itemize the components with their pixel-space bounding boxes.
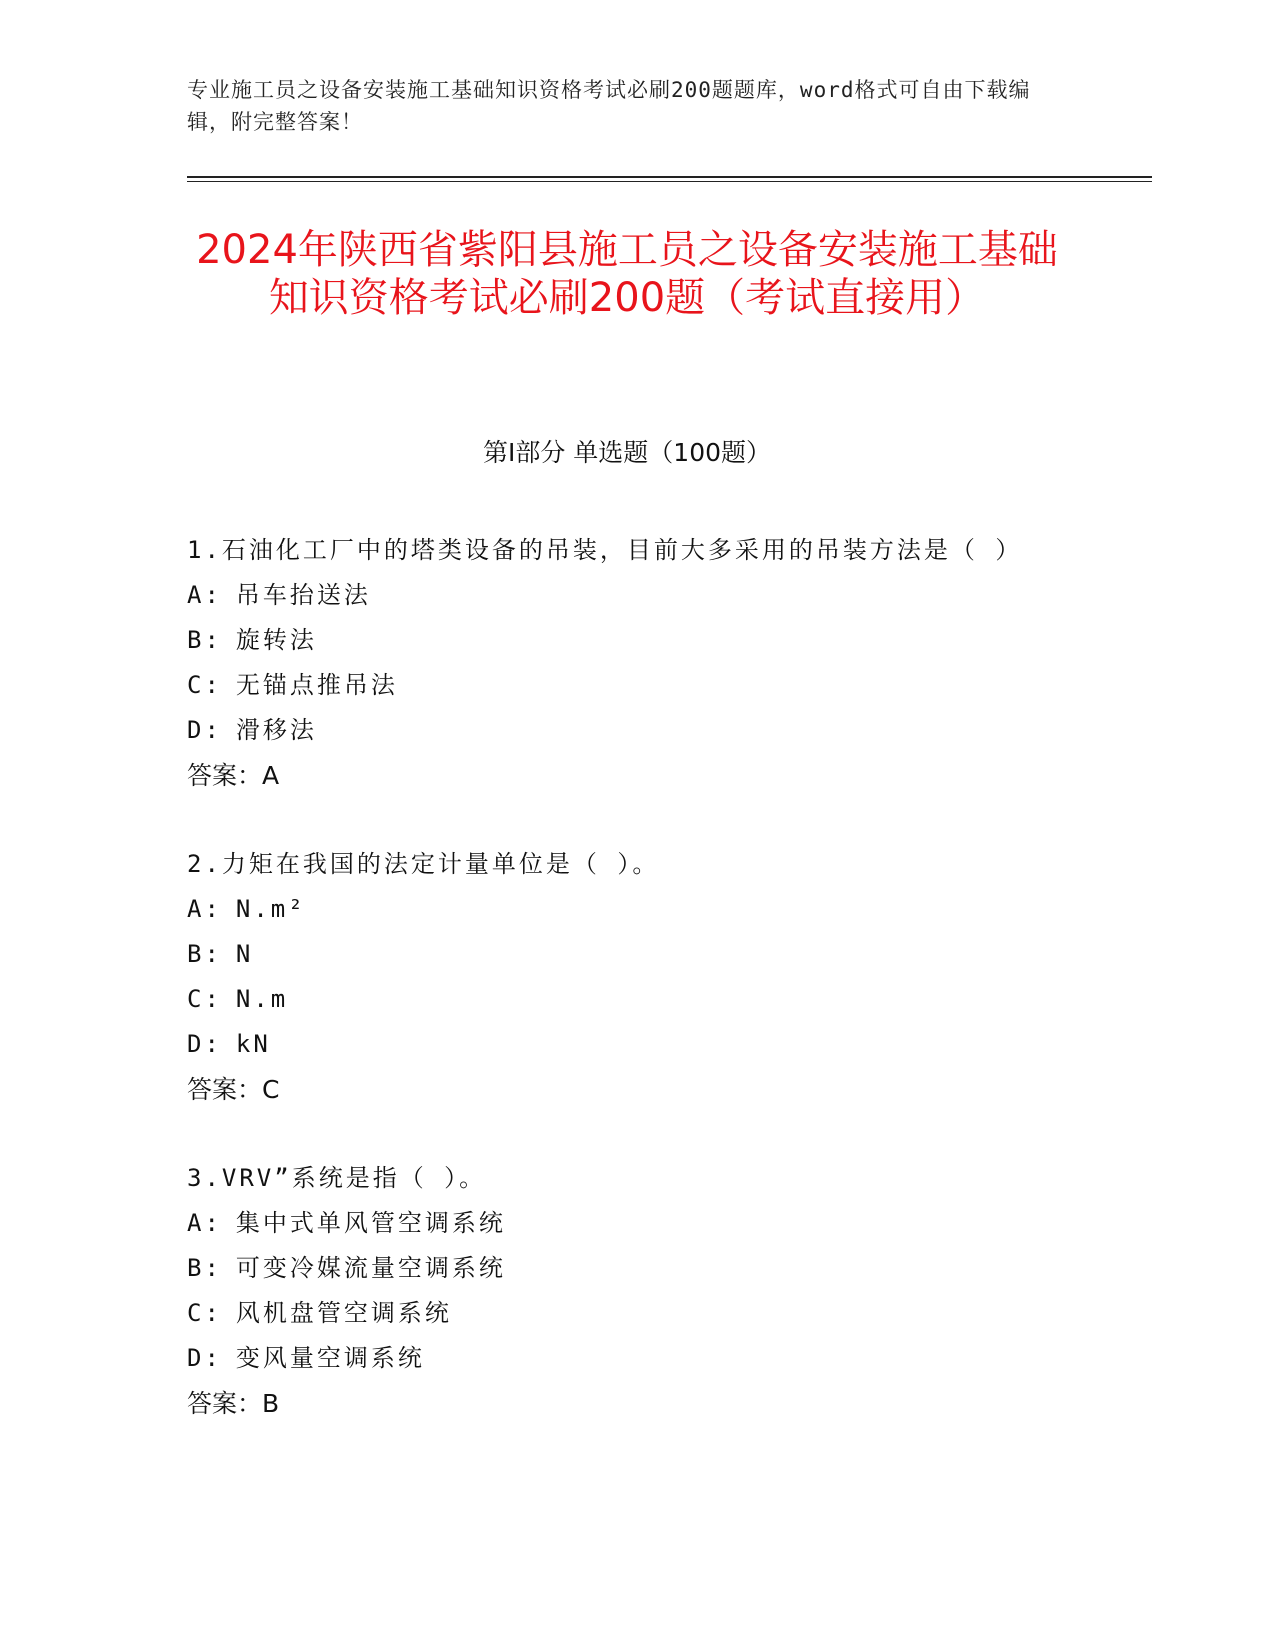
option-a [187,1201,1087,1246]
question-list [187,528,1087,1470]
option-letter: A: [187,581,222,609]
option-letter: D: [187,1344,222,1372]
option-d [187,1022,1087,1067]
question-stem: 2.力矩在我国的法定计量单位是（ ）。 [187,850,660,878]
option-c [187,663,1087,708]
option-c [187,977,1087,1022]
option-text: 无锚点推吊法 [235,671,398,699]
option-letter: C: [187,671,222,699]
answer-line: 答案：A [187,761,280,790]
option-text: 集中式单风管空调系统 [235,1209,506,1237]
option-b [187,932,1087,977]
question-1 [187,528,1087,798]
question-3 [187,1156,1087,1426]
option-text: kN [235,1030,271,1058]
option-text: N.m [235,985,289,1013]
option-a [187,573,1087,618]
option-letter: A: [187,1209,222,1237]
option-b [187,1246,1087,1291]
option-d [187,708,1087,753]
option-text: 风机盘管空调系统 [235,1299,452,1327]
option-text: 旋转法 [235,626,317,654]
option-letter: B: [187,626,222,654]
header-note: 专业施工员之设备安装施工基础知识资格考试必刷200题题库，word格式可自由下载编辑，附完整答案！ [187,78,1031,134]
option-text: N [235,940,254,968]
question-2 [187,842,1087,1112]
option-letter: C: [187,985,222,1013]
answer-line: 答案：C [187,1075,280,1104]
document-title: 2024年陕西省紫阳县施工员之设备安装施工基础知识资格考试必刷200题（考试直接用） [196,227,1058,321]
option-text: 变风量空调系统 [235,1344,425,1372]
option-letter: D: [187,716,222,744]
answer-line: 答案：B [187,1389,280,1418]
option-text: 吊车抬送法 [235,581,371,609]
option-letter: D: [187,1030,222,1058]
option-b [187,618,1087,663]
header-divider-thick [187,176,1152,178]
option-letter: A: [187,895,222,923]
option-text: 滑移法 [235,716,317,744]
option-letter: B: [187,1254,222,1282]
option-a [187,887,1087,932]
option-text: N.m² [235,895,306,923]
option-c [187,1291,1087,1336]
question-stem: 3.VRV”系统是指（ ）。 [187,1164,487,1192]
header-divider-thin [187,181,1152,182]
option-d [187,1336,1087,1381]
section-heading: 第I部分 单选题（100题） [482,438,772,467]
option-letter: B: [187,940,222,968]
option-text: 可变冷媒流量空调系统 [235,1254,506,1282]
question-stem: 1.石油化工厂中的塔类设备的吊装，目前大多采用的吊装方法是（ ） [187,536,1023,564]
option-letter: C: [187,1299,222,1327]
